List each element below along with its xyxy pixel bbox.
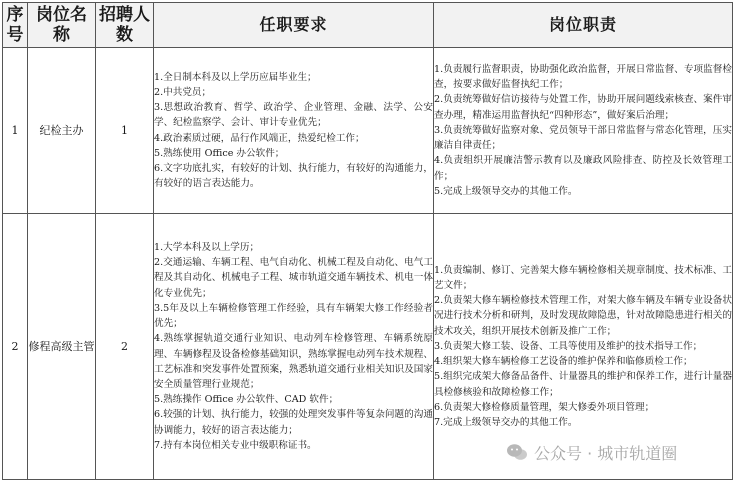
duty-item: 6.负责架大修检修质量管理，架大修委外项目管理；	[434, 401, 655, 413]
row-requirements	[154, 214, 434, 480]
duty-item: 3.负责统筹做好监察对象、党员领导干部日常监督与常态化管理，压实廉洁自律责任；	[434, 124, 732, 152]
wechat-icon	[506, 443, 528, 461]
requirement-item: 5.熟练使用 Office 办公软件；	[154, 147, 285, 159]
requirement-item: 5.熟练操作 Office 办公软件、CAD 软件；	[154, 394, 339, 406]
watermark	[506, 438, 677, 466]
duty-item: 4.组织架大修车辆检修工艺设备的维护保养和临修质检工作；	[434, 356, 693, 368]
duty-item: 3.负责架大修工装、设备、工具等使用及维护的技术指导工作；	[434, 340, 703, 352]
header-count: 招聘人数	[96, 3, 154, 48]
row-count: 2	[96, 214, 154, 480]
row-seq: 1	[3, 48, 28, 214]
requirement-item: 6.文字功底扎实，有较好的计划、执行能力，有较好的沟通能力，有较好的语言表达能力。	[154, 162, 433, 190]
duty-item: 4.负责组织开展廉洁警示教育以及廉政风险排查、防控及长效管理工作；	[434, 155, 732, 182]
table-row	[3, 48, 733, 214]
duty-item: 5.组织完成架大修备品备件、计量器具的维护和保养工作，进行计量器具检修核验和故障检修工作；	[434, 371, 732, 398]
header-duties: 岗位职责	[434, 3, 733, 48]
requirement-item: 1.全日制本科及以上学历应届毕业生；	[154, 71, 317, 83]
row-seq: 2	[3, 214, 28, 480]
duty-item: 2.负责统筹做好信访接待与处置工作，协助开展问题线索核查、案件审查办理，精准运用监督执纪“四种形态”，做好案后治理；	[434, 94, 732, 121]
recruitment-table	[2, 2, 733, 480]
requirement-item: 4.政治素质过硬，品行作风端正，热爱纪检工作；	[154, 132, 365, 144]
row-requirements	[154, 48, 434, 214]
duty-item: 2.负责架大修车辆检修技术管理工作，对架大修车辆及车辆专业设备状况进行技术分析和研判，及时发现故障隐患，针对故障隐患进行相关的技术攻关，组织开展技术创新及推广工作；	[434, 295, 732, 337]
header-seq: 序号	[3, 3, 28, 48]
header-position: 岗位名称	[28, 3, 96, 48]
requirement-item: 6.较强的计划、执行能力，较强的处理突发事件等复杂问题的沟通协调能力，较好的语言表达能力；	[154, 409, 433, 436]
duty-item: 7.完成上级领导交办的其他工作。	[434, 416, 578, 428]
requirement-item: 2.中共党员；	[154, 86, 212, 98]
requirement-item: 3.5年及以上车辆检修管理工作经验，具有车辆架大修工作经验者优先；	[154, 302, 433, 330]
duty-item: 1.负责编制、修订、完善架大修车辆检修相关规章制度、技术标准、工艺文件；	[434, 264, 732, 292]
table-header-row	[3, 3, 733, 48]
requirement-item: 7.持有本岗位相关专业中级职称证书。	[154, 439, 317, 451]
row-duties	[434, 48, 733, 214]
requirement-item: 3.思想政治教育、哲学、政治学、企业管理、金融、法学、公安学、纪检监察学、会计、审计专业优先；	[154, 102, 433, 129]
row-count: 1	[96, 48, 154, 214]
watermark-text: 公众号 · 城市轨道圈	[534, 443, 678, 463]
row-position: 修程高级主管	[28, 214, 96, 480]
duty-item: 5.完成上级领导交办的其他工作。	[434, 185, 578, 197]
requirement-item: 4.熟练掌握轨道交通行业知识、电动列车检修管理、车辆系统原理、车辆修程及设备检修基础知识，熟练掌握电动列车技术规程、工艺标准和突发事件处置预案，熟悉轨道交通行业相关知识及国家安全质量管理行业规范；	[154, 333, 433, 390]
requirement-item: 2.交通运输、车辆工程、电气自动化、机械工程及自动化、电气工程及其自动化、机械电子工程、城市轨道交通车辆技术、机电一体化专业优先；	[154, 257, 433, 299]
duty-item: 1.负责履行监督职责，协助强化政治监督，开展日常监督、专项监督检查，按要求做好监督执纪工作；	[434, 64, 732, 91]
requirement-item: 1.大学本科及以上学历；	[154, 242, 260, 254]
header-requirements: 任职要求	[154, 3, 434, 48]
row-position: 纪检主办	[28, 48, 96, 214]
